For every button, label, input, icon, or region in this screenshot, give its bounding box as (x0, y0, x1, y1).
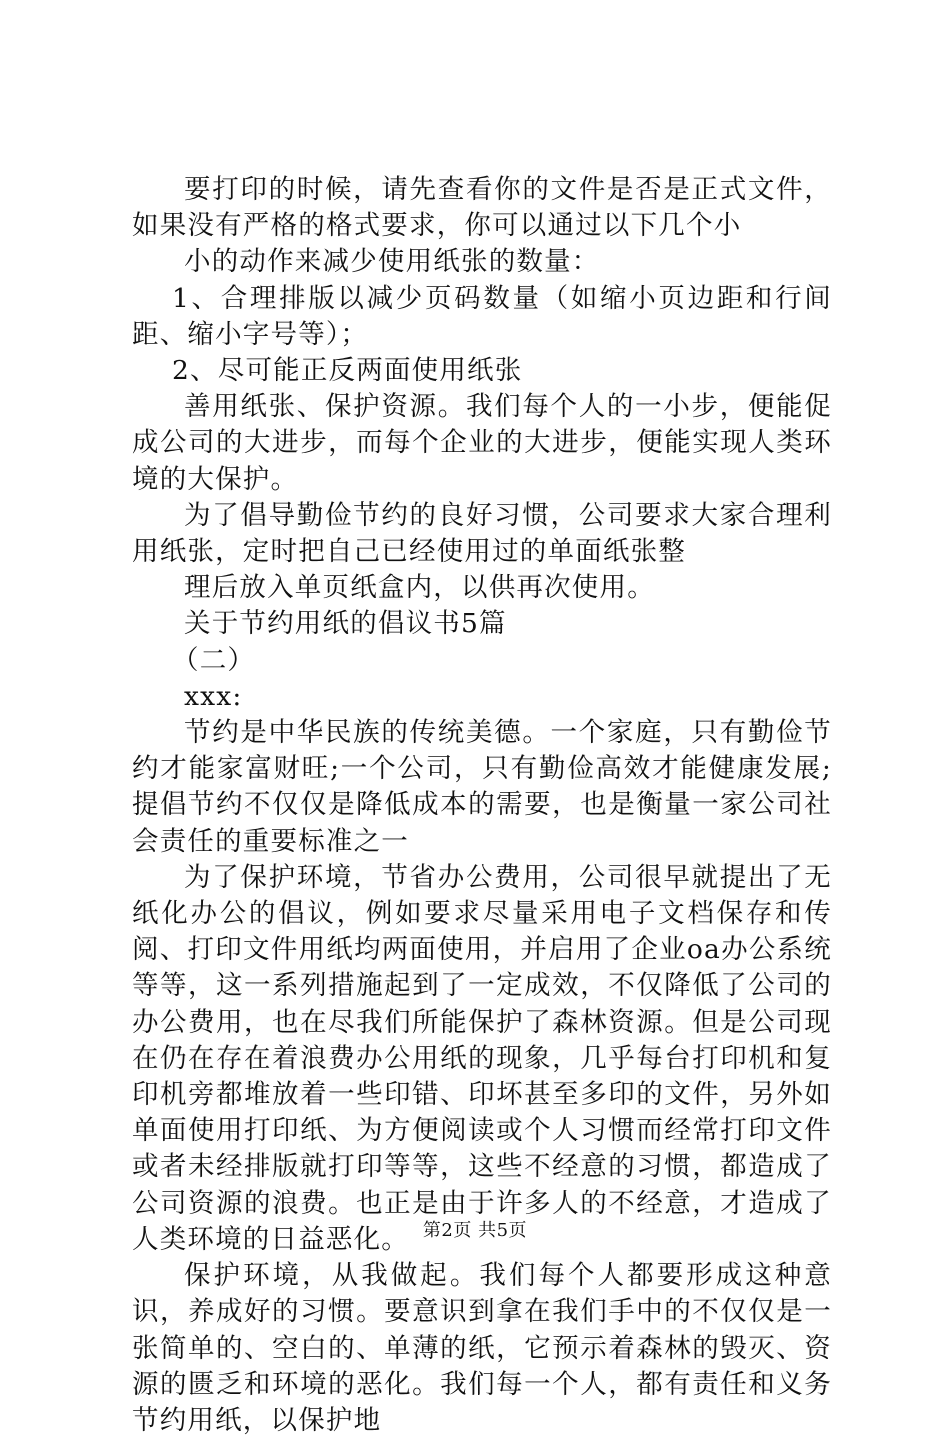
paragraph: 保护环境，从我做起。我们每个人都要形成这种意识，养成好的习惯。要意识到拿在我们手中的不仅仅是一张简单的、空白的、单薄的纸，它预示着森林的毁灭、资源的匮乏和环境的恶化。我们每一个人，都有责任和义务节约用纸，以保护地 (132, 1260, 832, 1436)
paragraph: 小的动作来减少使用纸张的数量： (184, 246, 600, 278)
document-body (132, 172, 832, 1439)
paragraph: 为了倡导勤俭节约的良好习惯，公司要求大家合理利用纸张，定时把自己已经使用过的单面纸张整 (132, 499, 832, 568)
paragraph: 善用纸张、保护资源。我们每个人的一小步，便能促成公司的大进步，而每个企业的大进步，便能实现人类环境的大保护。 (132, 391, 832, 495)
paragraph: 节约是中华民族的传统美德。一个家庭，只有勤俭节约才能家富财旺;一个公司，只有勤俭高效才能健康发展;提倡节约不仅仅是降低成本的需要，也是衡量一家公司社会责任的重要标准之一 (132, 717, 832, 857)
page-footer: 第2页 共5页 (422, 1220, 528, 1241)
paragraph: 为了保护环境，节省办公费用，公司很早就提出了无纸化办公的倡议，例如要求尽量采用电子文档保存和传阅、打印文件用纸均两面使用，并启用了企业oa办公系统等等，这一系列措施起到了一定成效，不仅降低了公司的办公费用，也在尽我们所能保护了森林资源。但是公司现在仍在存在着浪费办公用纸的现象，几乎每台打印机和复印机旁都堆放着一些印错、印坏甚至多印的文件，另外如单面使用打印纸、为方便阅读或个人习惯而经常打印文件或者未经排版就打印等等，这些不经意的习惯，都造成了公司资源的浪费。也正是由于许多人的不经意，才造成了人类环境的日益恶化。 (132, 861, 832, 1255)
paragraph: 理后放入单页纸盒内，以供再次使用。 (184, 572, 655, 604)
section-number: （二） (172, 644, 256, 676)
section-title: 关于节约用纸的倡议书5篇 (184, 608, 507, 640)
list-item: 2、尽可能正反两面使用纸张 (172, 355, 523, 387)
list-item: 1、合理排版以减少页码数量（如缩小页边距和行间距、缩小字号等）； (132, 282, 832, 350)
paragraph: 要打印的时候，请先查看你的文件是否是正式文件，如果没有严格的格式要求，你可以通过以下几个小 (132, 174, 832, 242)
salutation: xxx: (184, 680, 243, 712)
